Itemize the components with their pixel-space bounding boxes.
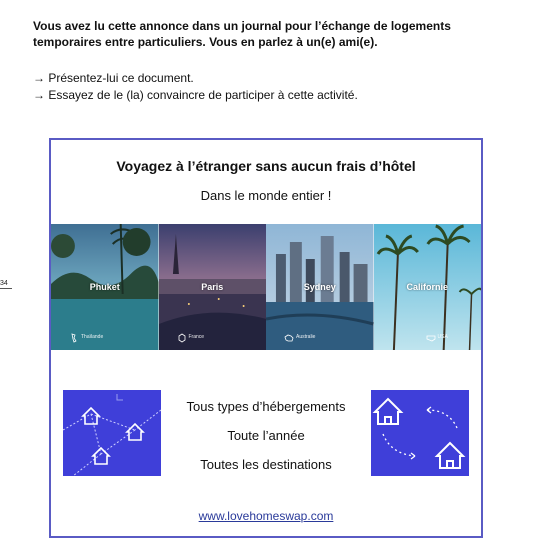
- destination-name: Californie: [406, 282, 448, 292]
- house-swap-graphic: [371, 390, 469, 476]
- instruction-item: → Présentez-lui ce document.: [33, 71, 194, 85]
- website-link[interactable]: www.lovehomeswap.com: [198, 509, 334, 523]
- australia-map-icon: [284, 333, 294, 343]
- feature-item: Toute l’année: [227, 428, 305, 443]
- destination-tile-sydney: [266, 224, 374, 350]
- usa-map-icon: [426, 333, 436, 343]
- instruction-item: → Essayez de le (la) convaincre de participer à cette activité.: [33, 88, 358, 102]
- intro-line: temporaires entre particuliers. Vous en parlez à un(e) ami(e).: [33, 35, 378, 49]
- feature-item: Tous types d’hébergements: [186, 399, 346, 414]
- house-network-icon: [63, 390, 161, 476]
- house-swap-icon: [371, 390, 469, 476]
- intro-line: Vous avez lu cette annonce dans un journal pour l’échange de logements: [33, 19, 451, 33]
- destination-name: Paris: [201, 282, 224, 292]
- destination-country: France: [188, 334, 205, 340]
- destination-name: Sydney: [303, 282, 336, 292]
- feature-item: Toutes les destinations: [200, 457, 332, 472]
- flyer-subtitle: Dans le monde entier !: [200, 188, 332, 203]
- features-list: [161, 392, 371, 479]
- france-map-icon: [177, 333, 187, 343]
- destination-strip: [51, 224, 481, 350]
- flyer-title: Voyagez à l’étranger sans aucun frais d’hôtel: [116, 158, 416, 174]
- destination-tile-paris: [159, 224, 267, 350]
- thailand-map-icon: [69, 333, 79, 343]
- destination-tile-california: [374, 224, 482, 350]
- destination-country: USA: [437, 334, 448, 340]
- destination-country: Australie: [296, 334, 316, 340]
- destination-tile-phuket: [51, 224, 159, 350]
- advertisement-flyer: [49, 138, 483, 538]
- house-network-graphic: [63, 390, 161, 476]
- destination-country: Thaïlande: [81, 334, 104, 340]
- page-number: 34: [0, 280, 12, 289]
- intro-paragraph: [33, 18, 503, 50]
- instructions: [33, 70, 503, 104]
- destination-name: Phuket: [89, 282, 120, 292]
